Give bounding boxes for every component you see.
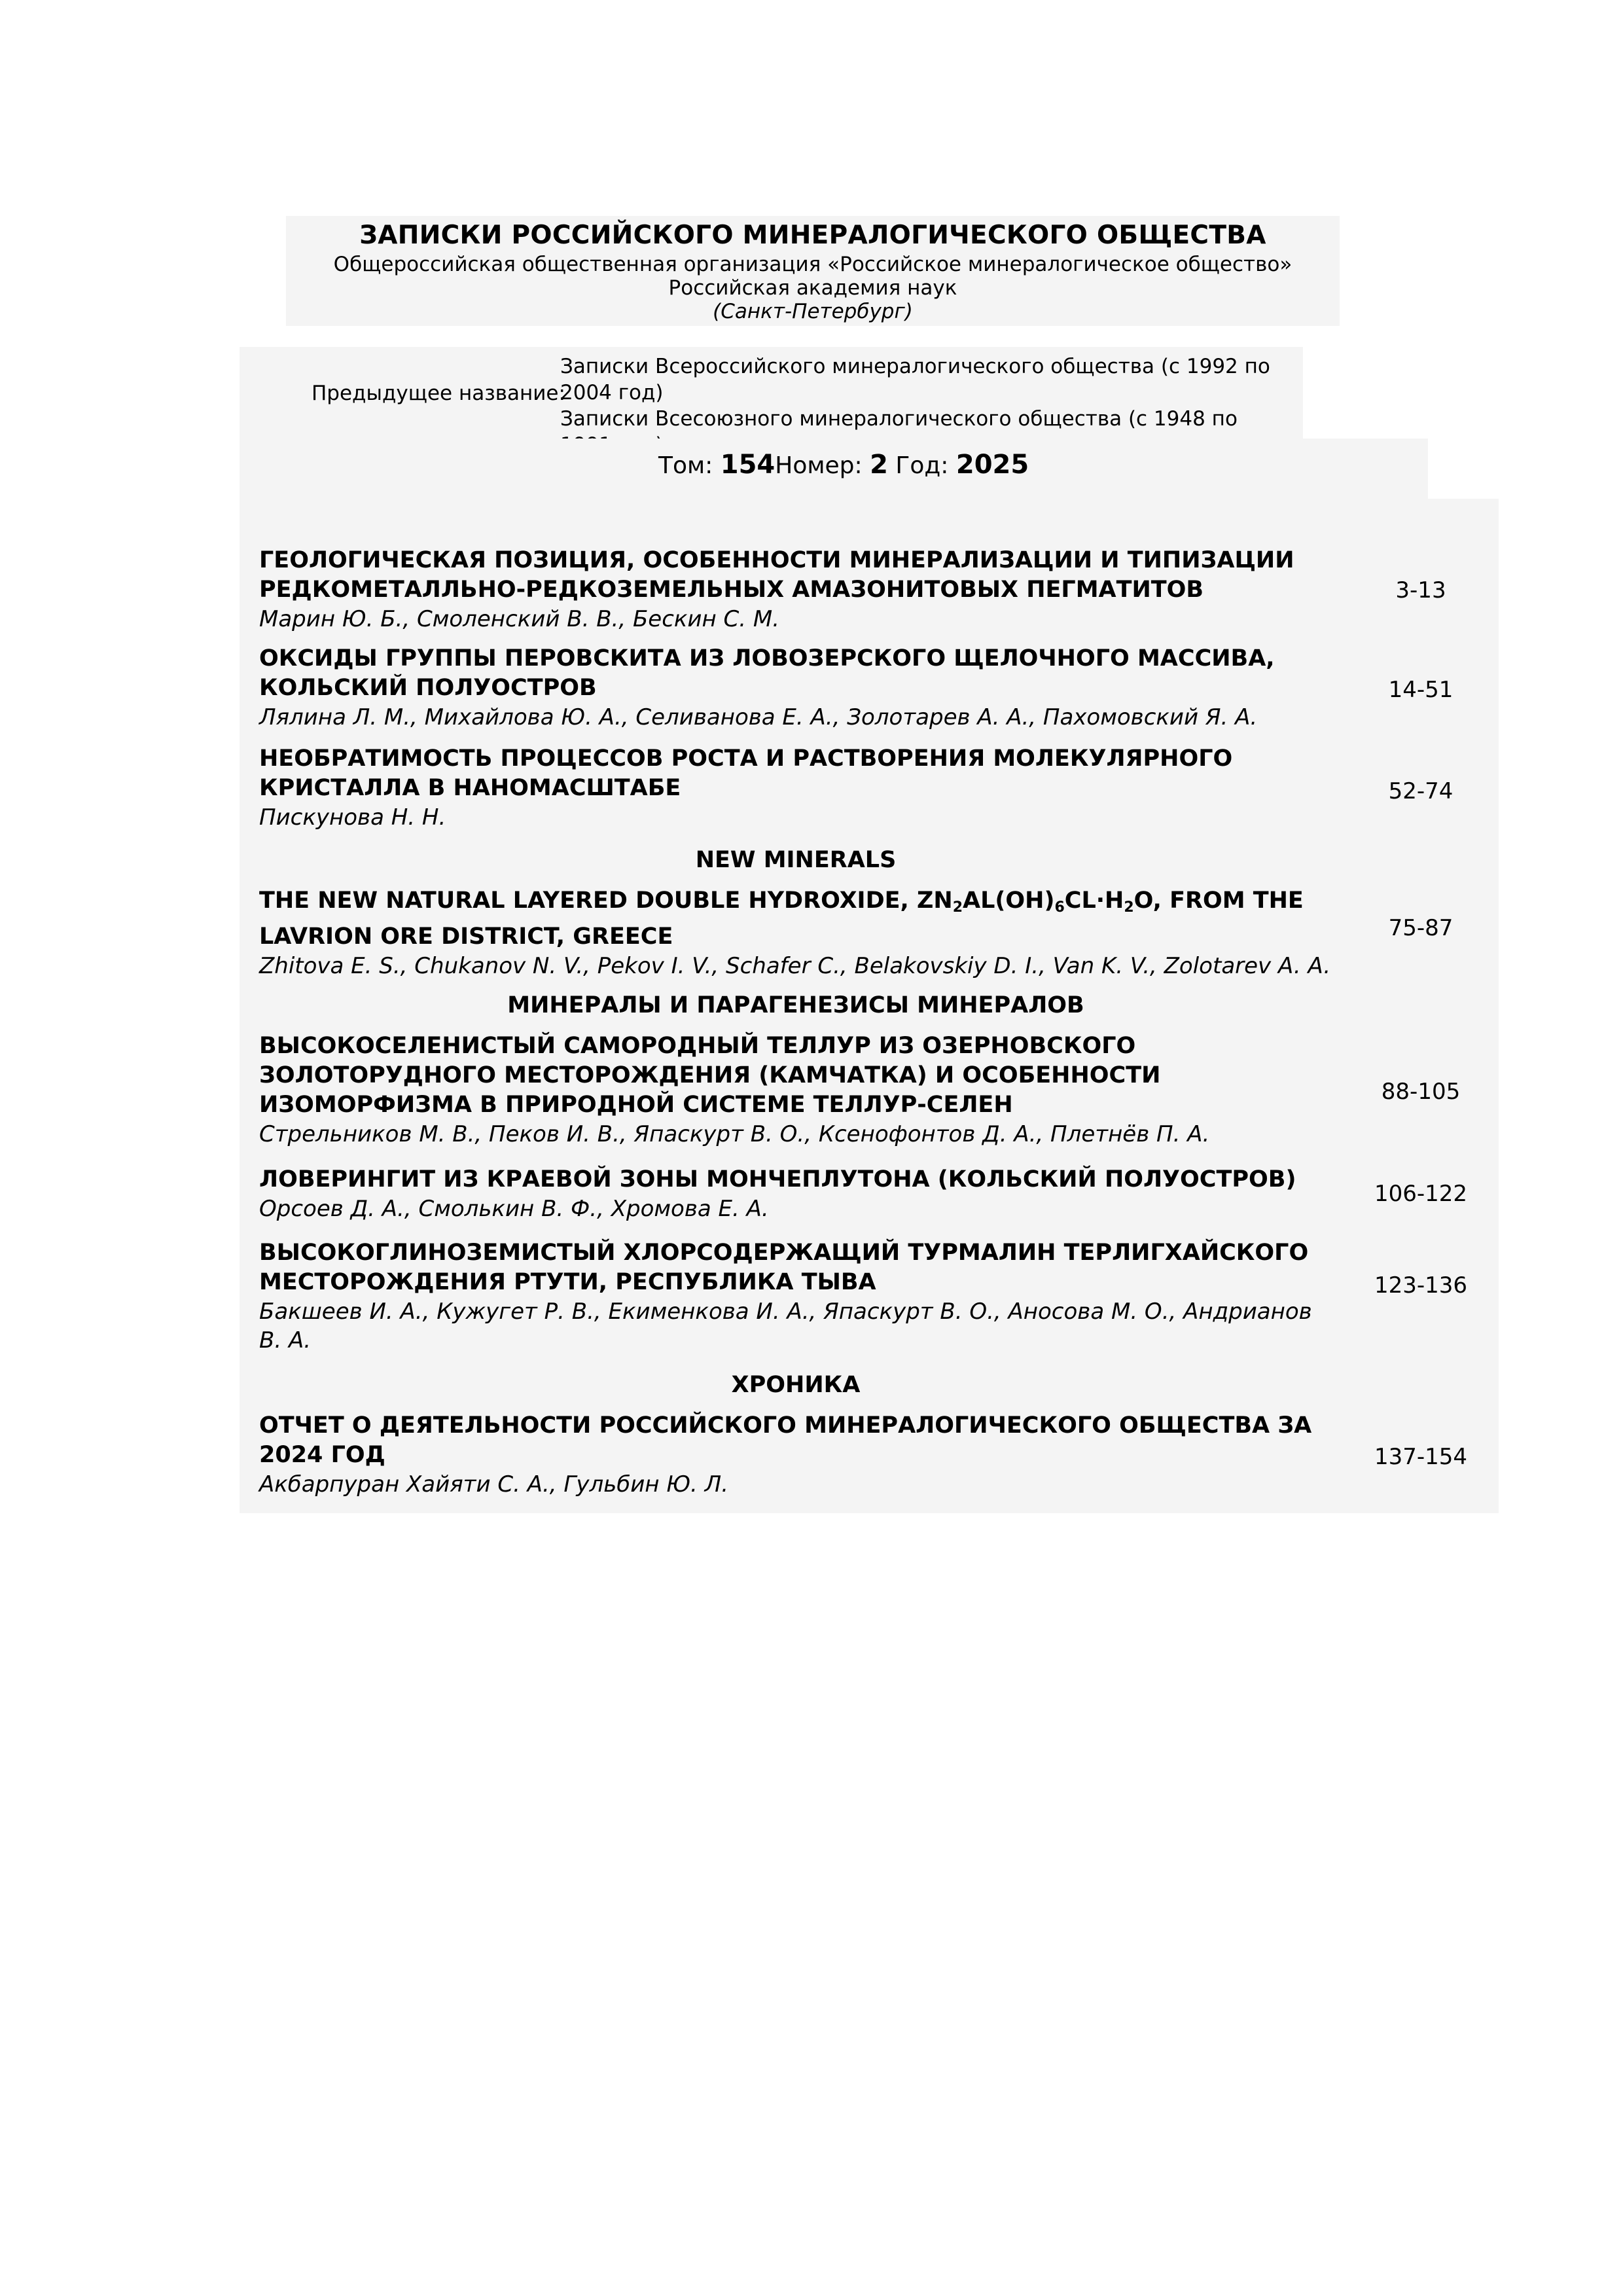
volume-label: Том:: [658, 452, 713, 479]
year-label: Год:: [895, 452, 949, 479]
toc-entry[interactable]: [259, 744, 1496, 832]
number-label: Номер:: [775, 452, 863, 479]
article-authors: Стрельников М. В., Пеков И. В., Япаскурт В. О., Ксенофонтов Д. А., Плетнёв П. А.: [259, 1121, 1210, 1147]
article-authors: Марин Ю. Б., Смоленский В. В., Бескин С. М.: [259, 606, 780, 632]
article-authors: Пискунова Н. Н.: [259, 804, 446, 831]
article-authors: Орсоев Д. А., Смолькин В. Ф., Хромова Е. А.: [259, 1196, 769, 1222]
article-title[interactable]: НЕОБРАТИМОСТЬ ПРОЦЕССОВ РОСТА И РАСТВОРЕНИЯ МОЛЕКУЛЯРНОГО КРИСТАЛЛА В НАНОМАСШТАБЕ: [259, 745, 1233, 801]
toc-entry[interactable]: [259, 886, 1496, 980]
article-pages: 52-74: [1388, 778, 1454, 804]
toc-entry[interactable]: [259, 644, 1496, 732]
article-pages: 14-51: [1388, 677, 1454, 703]
journal-title: ЗАПИСКИ РОССИЙСКОГО МИНЕРАЛОГИЧЕСКОГО ОБЩЕСТВА: [359, 221, 1266, 250]
article-title[interactable]: ОКСИДЫ ГРУППЫ ПЕРОВСКИТА ИЗ ЛОВОЗЕРСКОГО ЩЕЛОЧНОГО МАССИВА, КОЛЬСКИЙ ПОЛУОСТРОВ: [259, 645, 1275, 701]
toc-entry[interactable]: [259, 546, 1496, 634]
academy-name: Российская академия наук: [668, 276, 957, 300]
previous-name-label: Предыдущее название:: [312, 382, 565, 405]
previous-names-block: [240, 347, 1303, 439]
article-pages: 75-87: [1388, 915, 1454, 941]
article-title[interactable]: ВЫСОКОГЛИНОЗЕМИСТЫЙ ХЛОРСОДЕРЖАЩИЙ ТУРМАЛИН ТЕРЛИГХАЙСКОГО МЕСТОРОЖДЕНИЯ РТУТИ, РЕСПУБЛИКА ТЫВА: [259, 1240, 1309, 1295]
article-title[interactable]: ВЫСОКОСЕЛЕНИСТЫЙ САМОРОДНЫЙ ТЕЛЛУР ИЗ ОЗЕРНОВСКОГО ЗОЛОТОРУДНОГО МЕСТОРОЖДЕНИЯ (КАМЧАТКА) И ОСОБЕННОСТИ ИЗОМОРФИЗМА В ПРИРОДНОЙ СИСТЕМЕ ТЕЛЛУР-СЕЛЕН: [259, 1033, 1161, 1118]
article-pages: 123-136: [1374, 1272, 1468, 1299]
journal-header: [286, 216, 1340, 326]
article-authors: Zhitova E. S., Chukanov N. V., Pekov I. V., Schafer C., Belakovskiy D. I., Van K. V., Zolotarev A. A.: [259, 953, 1331, 979]
organization-name: Общероссийская общественная организация «Российское минералогическое общество»: [333, 253, 1293, 276]
number-value: 2: [870, 450, 888, 480]
toc-entry[interactable]: [259, 1238, 1496, 1355]
city-name: (Санкт-Петербург): [713, 300, 913, 323]
previous-name: Записки Всероссийского минералогического общества (с 1992 по 2004 год): [560, 355, 1270, 404]
toc-entry[interactable]: [259, 1031, 1496, 1149]
section-heading: ХРОНИКА: [731, 1372, 861, 1398]
year-value: 2025: [955, 450, 1029, 480]
article-title[interactable]: ГЕОЛОГИЧЕСКАЯ ПОЗИЦИЯ, ОСОБЕННОСТИ МИНЕРАЛИЗАЦИИ И ТИПИЗАЦИИ РЕДКОМЕТАЛЛЬНО-РЕДКОЗЕМЕЛЬНЫХ АМАЗОНИТОВЫХ ПЕГМАТИТОВ: [259, 547, 1294, 603]
article-pages: 106-122: [1374, 1181, 1468, 1207]
section-heading: NEW MINERALS: [695, 847, 897, 873]
article-pages: 88-105: [1381, 1079, 1461, 1105]
article-authors: Бакшеев И. А., Кужугет Р. В., Екименкова И. А., Япаскурт В. О., Аносова М. О., Андрианов В. А.: [259, 1299, 1312, 1354]
section-heading: МИНЕРАЛЫ И ПАРАГЕНЕЗИСЫ МИНЕРАЛОВ: [507, 992, 1084, 1018]
issue-info: [240, 439, 1428, 504]
toc-entry[interactable]: [259, 1411, 1496, 1499]
article-authors: Лялина Л. М., Михайлова Ю. А., Селиванова Е. А., Золотарев А. А., Пахомовский Я. А.: [259, 704, 1258, 730]
article-title[interactable]: ЛОВЕРИНГИТ ИЗ КРАЕВОЙ ЗОНЫ МОНЧЕПЛУТОНА (КОЛЬСКИЙ ПОЛУОСТРОВ): [259, 1166, 1296, 1193]
issue-line: [658, 445, 1029, 486]
article-authors: Акбарпуран Хайяти С. А., Гульбин Ю. Л.: [259, 1471, 729, 1498]
toc-entry[interactable]: [259, 1165, 1496, 1223]
article-pages: 3-13: [1395, 577, 1446, 603]
volume-value: 154: [720, 450, 776, 480]
table-of-contents: [240, 499, 1499, 1513]
previous-name: Записки Всесоюзного минералогического общества (с 1948 по: [560, 407, 1238, 431]
article-title[interactable]: ОТЧЕТ О ДЕЯТЕЛЬНОСТИ РОССИЙСКОГО МИНЕРАЛОГИЧЕСКОГО ОБЩЕСТВА ЗА 2024 ГОД: [259, 1412, 1312, 1468]
article-title[interactable]: THE NEW NATURAL LAYERED DOUBLE HYDROXIDE, $ZN_2AL(OH)_6CL\cdot H_2O$, FROM THE LAVRION ORE DISTRICT, GREECE: [259, 888, 1304, 950]
article-pages: 137-154: [1374, 1444, 1468, 1470]
